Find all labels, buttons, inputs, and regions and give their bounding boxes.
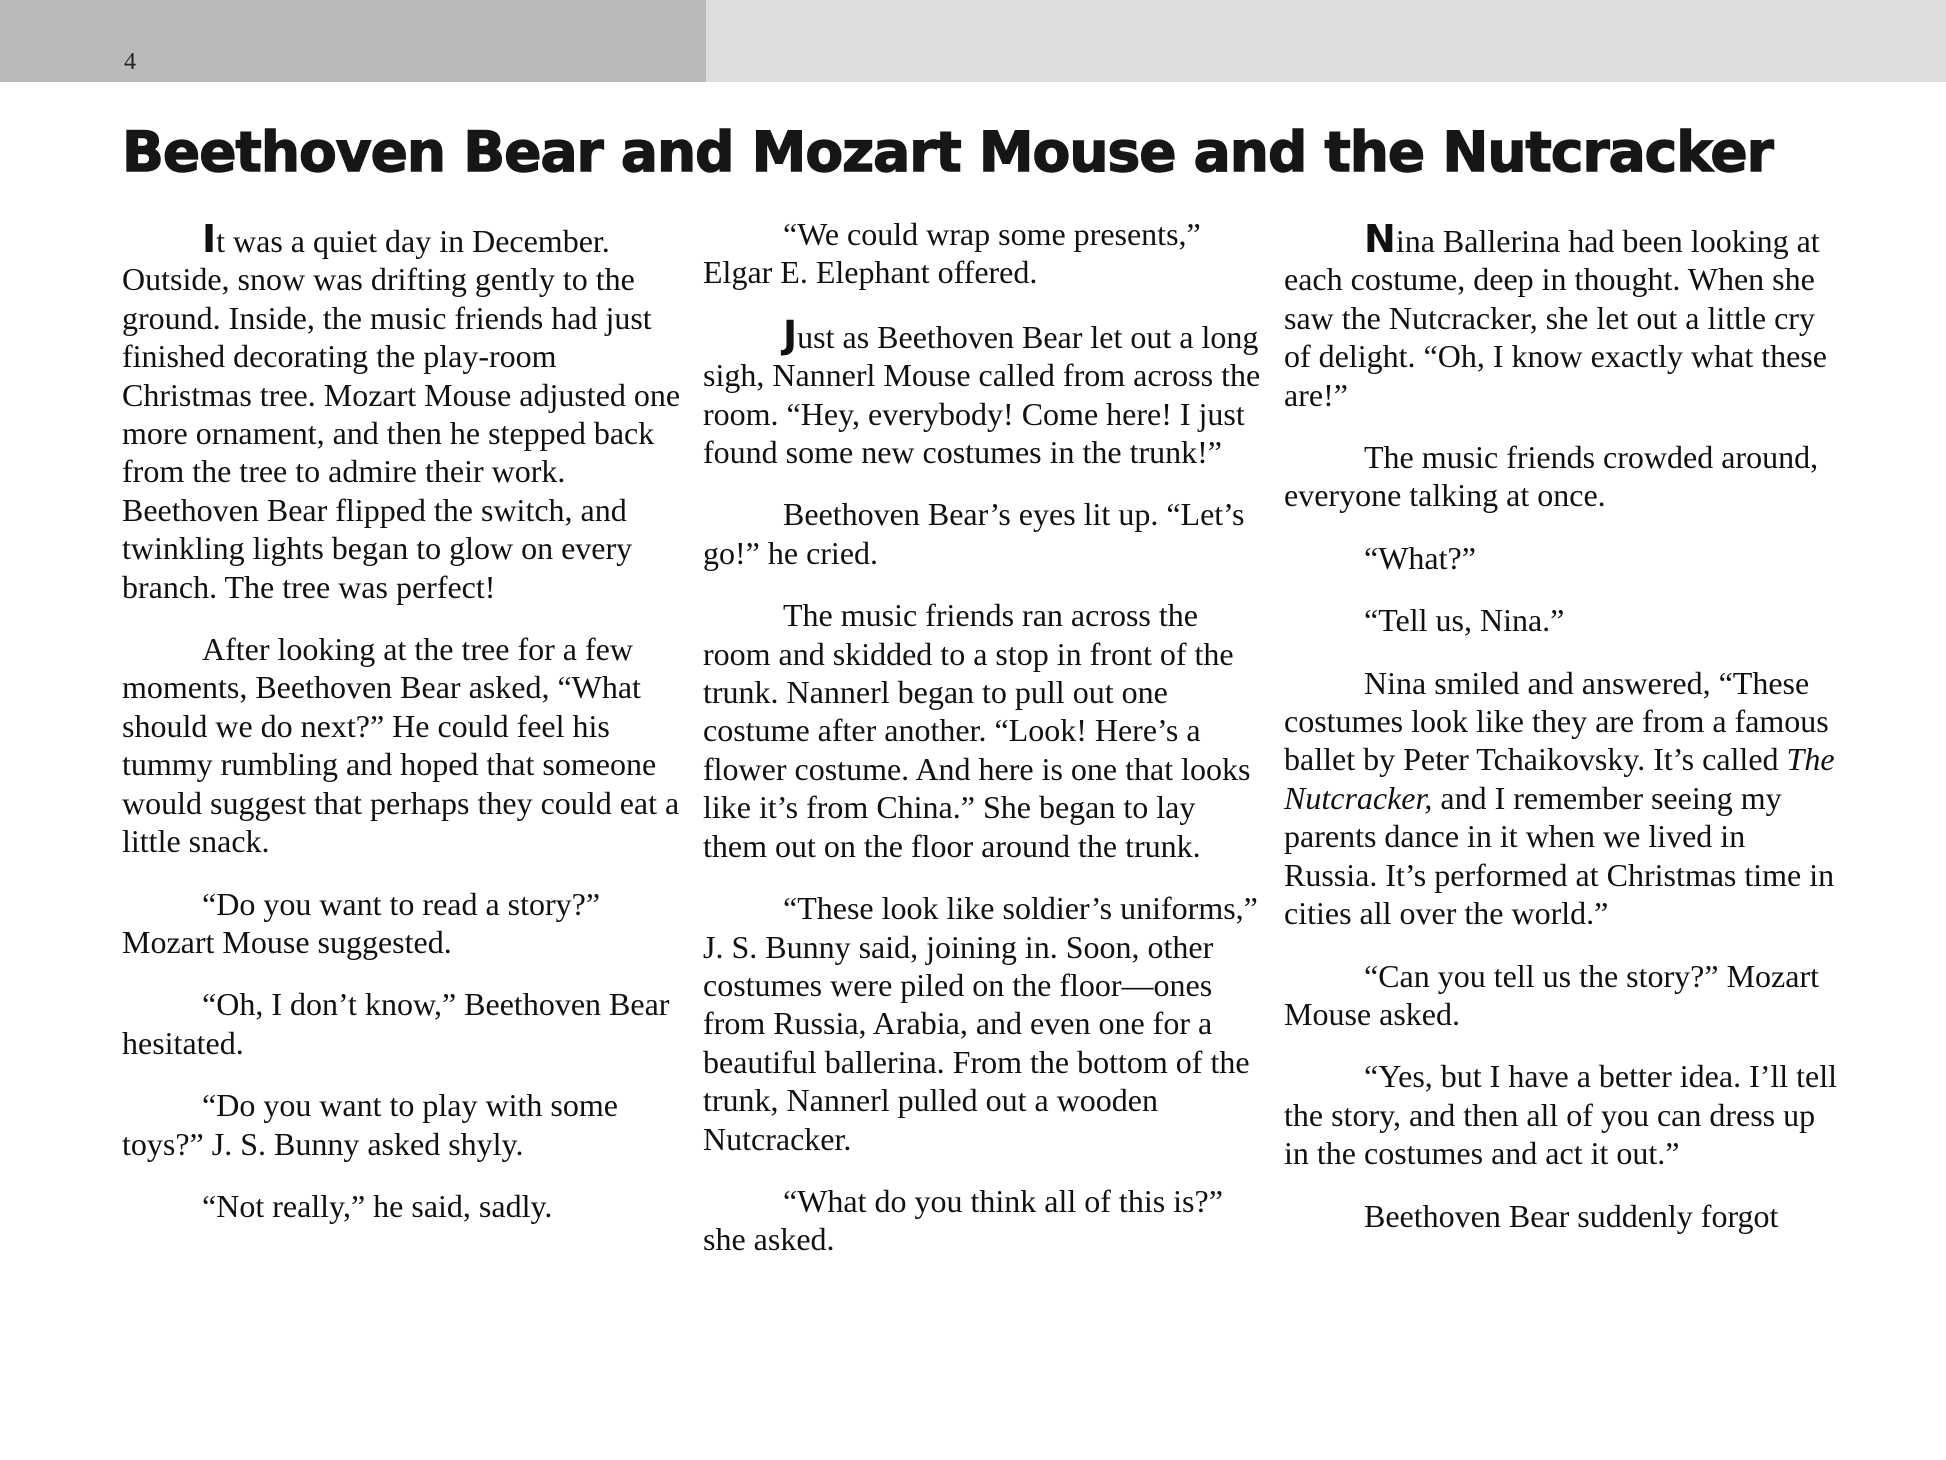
paragraph: “What do you think all of this is?” she asked. [703, 1182, 1223, 1258]
paragraph-text: and I remember seeing my parents dance in it when we lived in Russia. It’s performed at Christmas time in cities all over the world.” [1284, 779, 1835, 932]
story-title: Beethoven Bear and Mozart Mouse and the Nutcracker [122, 120, 1773, 184]
paragraph: “What?” [1364, 539, 1476, 576]
paragraph: “Yes, but I have a better idea. I’ll tell the story, and then all of you can dress up in the costumes and act it out.” [1284, 1058, 1838, 1172]
paragraph: “Do you want to read a story?” Mozart Mouse suggested. [122, 885, 601, 960]
paragraph-text: Nina smiled and answered, “These costumes look like they are from a famous ballet by Peter Tchaikovsky. It’s called [1284, 664, 1829, 778]
header-band-left [0, 0, 706, 82]
paragraph [703, 312, 1263, 472]
paragraph: “Oh, I don’t know,” Beethoven Bear hesitated. [122, 986, 670, 1061]
paragraph-text: ust as Beethoven Bear let out a long sigh, Nannerl Mouse called from across the room. “Hey, everybody! Come here! I just found some new costumes in the trunk!” [703, 318, 1261, 471]
paragraph: “Not really,” he said, sadly. [202, 1187, 553, 1224]
paragraph: Beethoven Bear suddenly forgot [1364, 1197, 1779, 1234]
paragraph [1284, 217, 1844, 414]
paragraph-text: t was a quiet day in December. Outside, snow was drifting gently to the ground. Inside, the music friends had just finished decorating the play-room Christmas tree. Mozart Mouse adjusted one more ornament, and then he stepped back from the tree to admire their work. Beethoven Bear flipped the switch, and twinkling lights began to glow on every branch. The tree was perfect! [122, 223, 681, 605]
paragraph: “Tell us, Nina.” [1364, 602, 1565, 639]
column-2 [703, 215, 1263, 1283]
paragraph: “We could wrap some presents,” Elgar E. Elephant offered. [703, 216, 1201, 291]
drop-cap: J [783, 312, 798, 357]
paragraph-text: ina Ballerina had been looking at each costume, deep in thought. When she saw the Nutcracker, she let out a little cry of delight. “Oh, I know exactly what these are!” [1284, 223, 1827, 413]
paragraph: “Can you tell us the story?” Mozart Mouse asked. [1284, 957, 1819, 1032]
paragraph: “These look like soldier’s uniforms,” J. S. Bunny said, joining in. Soon, other costumes were piled on the floor—ones from Russia, Arabia, and even one for a beautiful ballerina. From the bottom of the trunk, Nannerl pulled out a wooden Nutcracker. [703, 890, 1258, 1157]
page-number: 4 [124, 49, 136, 75]
paragraph [122, 217, 682, 606]
paragraph: The music friends crowded around, everyone talking at once. [1284, 439, 1819, 514]
ballet-title: The Nutcracker, [1284, 741, 1835, 816]
paragraph: “Do you want to play with some toys?” J. S. Bunny asked shyly. [122, 1087, 618, 1162]
drop-cap: N [1364, 217, 1396, 261]
drop-cap: I [202, 217, 217, 261]
paragraph: Beethoven Bear’s eyes lit up. “Let’s go!” he cried. [703, 496, 1245, 571]
paragraph [1284, 664, 1844, 933]
header-band-right [706, 0, 1946, 82]
paragraph: The music friends ran across the room and skidded to a stop in front of the trunk. Nannerl began to pull out one costume after another. “Look! Here’s a flower costume. And here is one that looks like it’s from China.” She began to lay them out on the floor around the trunk. [703, 597, 1251, 864]
paragraph: After looking at the tree for a few moments, Beethoven Bear asked, “What should we do next?” He could feel his tummy rumbling and hoped that someone would suggest that perhaps they could eat a little snack. [122, 631, 680, 860]
column-1 [122, 217, 682, 1249]
column-3 [1284, 217, 1844, 1259]
